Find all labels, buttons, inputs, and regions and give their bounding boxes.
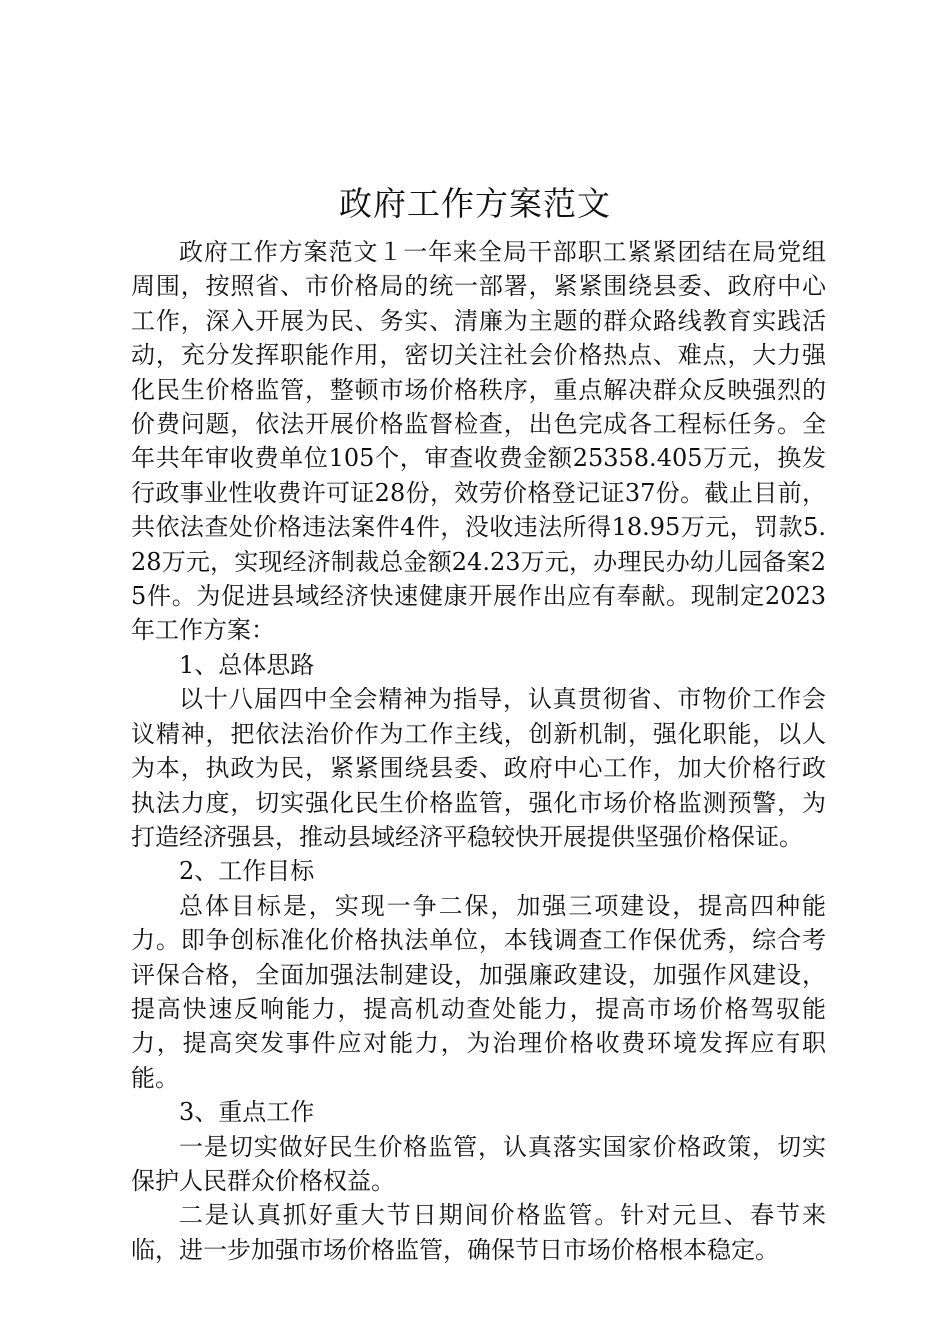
key-work-item-2: 二是认真抓好重大节日期间价格监管。针对元旦、春节来临，进一步加强市场价格监管，确保节日市场价格根本稳定。 [131,1201,826,1264]
work-goals-paragraph: 总体目标是，实现一争二保，加强三项建设，提高四种能力。即争创标准化价格执法单位，本钱调查工作保优秀，综合考评保合格，全面加强法制建设，加强廉政建设，加强作风建设，提高快速反响能力，提高机动查处能力，提高市场价格驾驭能力，提高突发事件应对能力，为治理价格收费环境发挥应有职能。 [131,891,826,1092]
intro-paragraph: 政府工作方案范文１一年来全局干部职工紧紧团结在局党组周围，按照省、市价格局的统一部署，紧紧围绕县委、政府中心工作，深入开展为民、务实、清廉为主题的群众路线教育实践活动，充分发挥职能作用，密切关注社会价格热点、难点，大力强化民生价格监管，整顿市场价格秩序，重点解决群众反映强烈的价费问题，依法开展价格监督检查，出色完成各工程标任务。全年共年审收费单位105个，审查收费金额25358.405万元，换发行政事业性收费许可证28份，效劳价格登记证37份。截止目前，共依法查处价格违法案件4件，没收违法所得18.95万元，罚款5.28万元，实现经济制裁总金额24.23万元，办理民办幼儿园备案25件。为促进县域经济快速健康开展作出应有奉献。现制定2023年工作方案： [131,238,826,645]
document-body [131,235,826,1267]
section-heading-overall-approach: 1、总体思路 [179,650,315,679]
document-title: 政府工作方案范文 [339,184,611,223]
key-work-item-1: 一是切实做好民生价格监管，认真落实国家价格政策，切实保护人民群众价格权益。 [131,1132,826,1195]
section-heading-work-goals: 2、工作目标 [179,857,315,886]
section-heading-key-work: 3、重点工作 [179,1098,315,1127]
overall-approach-paragraph: 以十八届四中全会精神为指导，认真贯彻省、市物价工作会议精神，把依法治价作为工作主线，创新机制，强化职能，以人为本，执政为民，紧紧围绕县委、政府中心工作，加大价格行政执法力度，切实强化民生价格监管，强化市场价格监测预警，为打造经济强县，推动县域经济平稳较快开展提供坚强价格保证。 [131,685,826,851]
